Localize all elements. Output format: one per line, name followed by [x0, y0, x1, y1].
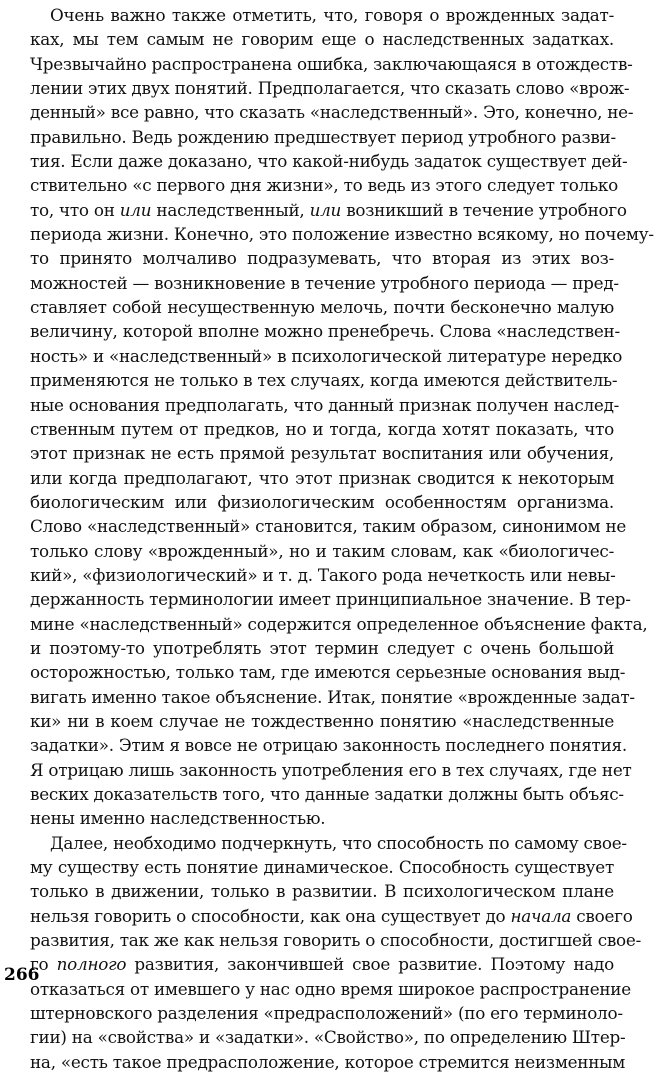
text-line: мине «наследственный» содержится определенное объяснение факта, — [30, 613, 648, 634]
text-line: го полного развития, закончившей свое развитие. Поэтому надо — [30, 954, 614, 975]
page-number: 266 — [4, 965, 40, 985]
text-line: можностей — возникновение в течение утробного периода — пред- — [30, 272, 619, 293]
paragraph — [6, 831, 641, 1074]
text-line: величину, которой вполне можно пренебречь. Слова «наследствен- — [30, 321, 620, 342]
text-line: ставляет собой несущественную мелочь, почти бесконечно малую — [30, 297, 614, 318]
text-line: держанность терминологии имеет принципиальное значение. В тер- — [30, 589, 631, 610]
text-line: применяются не только в тех случаях, когда имеются действитель- — [30, 370, 618, 391]
text-line: развития, так же как нельзя говорить о способности, достигшей свое- — [30, 930, 641, 951]
text-line: веских доказательств того, что данные задатки должны быть объяс- — [30, 784, 624, 804]
text-line: на, «есть такое предрасположение, которое стремится неизменным — [30, 1051, 626, 1072]
text-line: денный» все равно, что сказать «наследственный». Это, конечно, не- — [30, 102, 634, 123]
text-line: отказаться от имевшего у нас одно время широкое распространение — [30, 978, 631, 999]
text-line: Очень важно также отметить, что, говоря о врожденных задат- — [50, 5, 614, 25]
text-line: нельзя говорить о способности, как она существует до начала своего — [30, 905, 633, 926]
text-line: ные основания предполагать, что данный признак получен наслед- — [30, 394, 620, 415]
text-line: Далее, необходимо подчеркнуть, что способность по самому свое- — [50, 832, 627, 853]
text-line: гии) на «свойства» и «задатки». «Свойство», по определению Штер- — [30, 1027, 626, 1048]
text-line: Слово «наследственный» становится, таким образом, синонимом не — [30, 516, 627, 537]
text-line: ках, мы тем самым не говорим еще о наследственных задатках. — [30, 29, 614, 50]
text-line: то, что он или наследственный, или возникший в течение утробного — [30, 199, 627, 220]
text-line: осторожностью, только там, где имеются серьезные основания выд- — [30, 662, 626, 683]
text-line: задатки». Этим я вовсе не отрицаю законность последнего понятия. — [30, 735, 627, 756]
text-line: штерновского разделения «предрасположений» (по его терминоло- — [30, 1003, 623, 1024]
text-line: только в движении, только в развитии. В психологическом плане — [30, 881, 614, 902]
text-line: Я отрицаю лишь законность употребления его в тех случаях, где нет — [30, 759, 632, 780]
text-line: то принято молчаливо подразумевать, что вторая из этих воз- — [30, 248, 614, 269]
text-line: биологическим или физиологическим особенностям организма. — [30, 491, 614, 512]
text-line: вигать именно такое объяснение. Итак, понятие «врожденные задат- — [30, 686, 635, 707]
text-line: тия. Если даже доказано, что какой-нибудь задаток существует дей- — [30, 151, 628, 172]
text-line: ки» ни в коем случае не тождественно понятию «наследственные — [30, 710, 614, 731]
text-line: периода жизни. Конечно, это положение известно всякому, но почему- — [30, 224, 654, 245]
text-line: этот признак не есть прямой результат воспитания или обучения, — [30, 443, 614, 464]
text-line: и поэтому-то употреблять этот термин следует с очень большой — [30, 637, 614, 658]
text-line: только слову «врожденный», но и таким словам, как «биологичес- — [30, 540, 614, 561]
text-line: или когда предполагают, что этот признак сводится к некоторым — [30, 467, 614, 488]
text-line: лении этих двух понятий. Предполагается, что сказать слово «врож- — [30, 78, 630, 99]
text-line: му существу есть понятие динамическое. Способность существует — [30, 857, 614, 878]
text-line: ственным путем от предков, но и тогда, когда хотят показать, что — [30, 418, 614, 439]
text-line: ствительно «с первого дня жизни», то ведь из этого следует только — [30, 175, 618, 196]
text-line: ность» и «наследственный» в психологической литературе нередко — [30, 345, 623, 366]
text-line: правильно. Ведь рождению предшествует период утробного разви- — [30, 126, 616, 147]
text-line: нены именно наследственностью. — [30, 808, 326, 829]
paragraph — [6, 3, 654, 831]
text-line: кий», «физиологический» и т. д. Такого рода нечеткость или невы- — [30, 564, 616, 585]
text-line: Чрезвычайно распространена ошибка, заключающаяся в отождеств- — [30, 53, 633, 74]
body-text — [6, 3, 654, 1074]
